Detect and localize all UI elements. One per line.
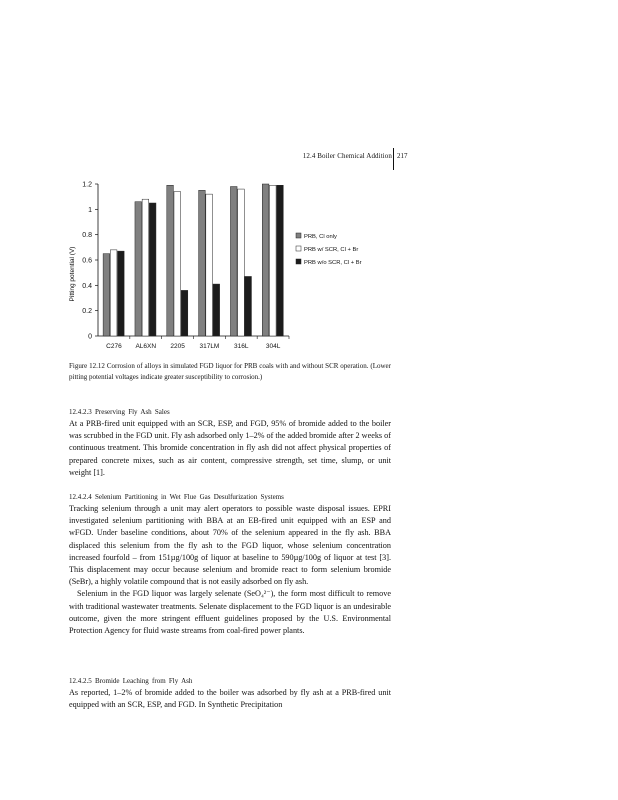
bar-1 xyxy=(103,254,110,336)
x-tick-label: AL6XN xyxy=(135,343,157,350)
section-bromide-leaching xyxy=(69,677,391,711)
figure-chart xyxy=(69,170,396,365)
legend-label-3: PRB w/o SCR, Cl + Br xyxy=(304,260,362,266)
paragraph: As reported, 1–2% of bromide added to the boiler was adsorbed by fly ash at a PRB-fired unit equipped with an SCR, ESP, and FGD. In Synthetic Precipitation xyxy=(69,688,391,710)
figure-caption: Figure 12.12 Corrosion of alloys in simulated FGD liquor for PRB coals with and without SCR operation. (Lower pitting potential voltages indicate greater susceptibility to corrosion.) xyxy=(69,362,391,381)
x-tick-label: 316L xyxy=(234,343,249,350)
x-tick-label: C276 xyxy=(106,343,122,350)
bar-2 xyxy=(238,189,245,336)
section-fly-ash-sales xyxy=(69,408,391,479)
header-rule xyxy=(393,148,394,170)
section-heading: 12.4.2.5 Bromide Leaching from Fly Ash xyxy=(69,677,193,685)
bar-2 xyxy=(206,194,213,336)
legend-swatch-3 xyxy=(296,259,301,264)
y-tick-label: 1 xyxy=(88,206,92,214)
legend-label-1: PRB, Cl only xyxy=(304,234,337,240)
bar-3 xyxy=(149,203,156,336)
bar-2 xyxy=(174,192,181,336)
bar-1 xyxy=(135,202,142,336)
running-header xyxy=(268,148,410,170)
bar-chart xyxy=(69,170,396,360)
bar-3 xyxy=(277,185,284,336)
legend-swatch-1 xyxy=(296,233,301,238)
y-tick-label: 0.2 xyxy=(82,308,92,316)
x-tick-label: 317LM xyxy=(199,343,220,350)
bar-1 xyxy=(262,184,269,336)
bar-2 xyxy=(142,199,149,336)
bar-2 xyxy=(110,250,117,336)
paragraph: Selenium in the FGD liquor was largely selenate (SeO₄²⁻), the form most difficult to remove with traditional wastewater treatments. Selenate displacement to the FGD liquor is an undesirable outcome, given the more stringent effluent guidelines proposed by the U.S. Environmental Protection Agency for fluid waste streams from coal-fired power plants. xyxy=(69,589,391,636)
section-heading: 12.4.2.3 Preserving Fly Ash Sales xyxy=(69,408,170,416)
y-tick-label: 0 xyxy=(88,333,92,341)
y-tick-label: 0.6 xyxy=(82,257,92,265)
page-number: 217 xyxy=(397,152,408,160)
bar-3 xyxy=(118,251,125,336)
paragraph: Tracking selenium through a unit may alert operators to possible waste disposal issues. EPRI investigated selenium partitioning with BBA at an EB-fired unit equipped with an ESP and wFGD. Under baseline conditions, about 70% of the selenium appeared in the fly ash. BBA displaced this selenium from the fly ash to the FGD liquor, whose selenium concentration increased fourfold – from 151µg/100g of liquor at baseline to 590µg/100g of liquor at test [3]. This displacement may occur because selenium and bromide react to form selenium bromide (SeBr), a highly volatile compound that is not easily adsorbed on fly ash. xyxy=(69,504,391,587)
section-selenium-partitioning xyxy=(69,493,391,637)
x-tick-label: 304L xyxy=(265,343,281,350)
y-tick-label: 0.4 xyxy=(82,282,92,290)
legend-label-2: PRB w/ SCR, Cl + Br xyxy=(304,247,359,253)
bar-3 xyxy=(213,284,220,336)
bar-2 xyxy=(269,185,276,336)
running-header-section: 12.4 Boiler Chemical Addition xyxy=(302,152,392,160)
bar-3 xyxy=(181,290,188,336)
x-tick-label: 2205 xyxy=(170,343,185,350)
bar-1 xyxy=(230,187,237,336)
bar-1 xyxy=(199,190,206,336)
legend-swatch-2 xyxy=(296,246,301,251)
bar-1 xyxy=(167,185,174,336)
bar-3 xyxy=(245,276,252,336)
y-axis-label: Pitting potential (V) xyxy=(69,246,76,302)
section-heading: 12.4.2.4 Selenium Partitioning in Wet Flue Gas Desulfurization Systems xyxy=(69,493,284,501)
y-tick-label: 1.2 xyxy=(82,181,92,189)
y-tick-label: 0.8 xyxy=(82,232,92,240)
paragraph: At a PRB-fired unit equipped with an SCR, ESP, and FGD, 95% of bromide added to the boiler was scrubbed in the FGD unit. Fly ash adsorbed only 1–2% of the added bromide after 2 weeks of continuous treatment. This bromide concentration in fly ash did not affect physical properties of prepared concrete mixes, such as air content, compressive strength, set time, slump, or unit weight [1]. xyxy=(69,419,391,477)
